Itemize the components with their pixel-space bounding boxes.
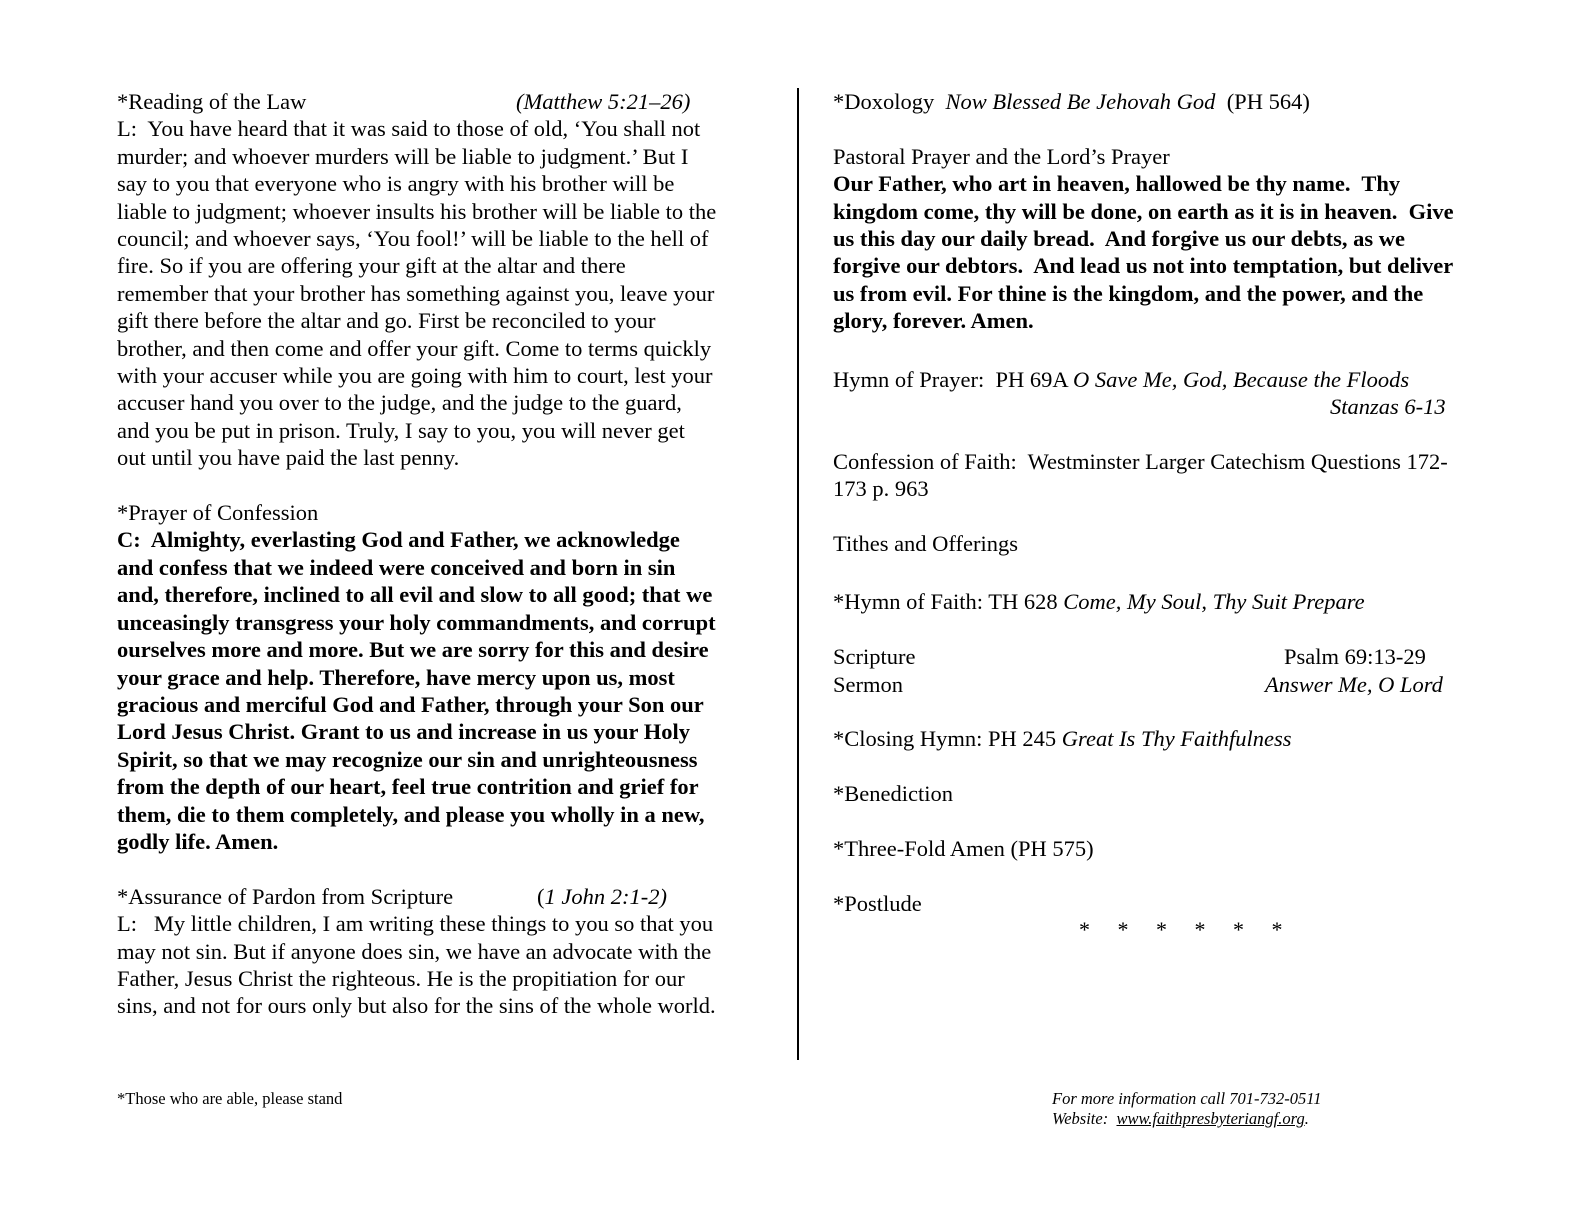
confession-line: from the depth of our heart, feel true contrition and grief for xyxy=(117,774,699,800)
lords-prayer-title: Pastoral Prayer and the Lord’s Prayer xyxy=(833,143,1170,169)
hymn-prayer-label: Hymn of Prayer: PH 69A xyxy=(833,366,1073,392)
reading-law-line: remember that your brother has something against you, leave your xyxy=(117,280,715,306)
reading-law-line: liable to judgment; whoever insults his brother will be liable to the xyxy=(117,198,717,224)
left-column xyxy=(117,88,767,1020)
assurance-line: L: My little children, I am writing these things to you so that you xyxy=(117,911,714,937)
confession-of-faith-line1: Confession of Faith: Westminster Larger Catechism Questions 172- xyxy=(833,448,1448,474)
reading-law-text xyxy=(117,115,767,471)
reading-law-title: *Reading of the Law xyxy=(117,89,307,114)
reading-law-reference: (Matthew 5:21–26) xyxy=(516,89,691,114)
doxology-ref: (PH 564) xyxy=(1226,89,1310,114)
tithes-offerings: Tithes and Offerings xyxy=(833,531,1018,557)
website-end: . xyxy=(1304,1109,1309,1128)
confession-line: C: Almighty, everlasting God and Father, we acknowledge xyxy=(117,527,680,553)
prayer-confession-text xyxy=(117,526,767,855)
hymn-prayer-title: O Save Me, God, Because the Floods xyxy=(1073,366,1410,392)
hymn-of-prayer xyxy=(833,366,1513,393)
reading-law-line: fire. So if you are offering your gift at the altar and there xyxy=(117,253,626,279)
reading-law-line: say to you that everyone who is angry with his brother will be xyxy=(117,171,675,197)
lords-prayer-line: us from evil. For thine is the kingdom, and the power, and the xyxy=(833,280,1424,306)
reading-law-line: brother, and then come and offer your gift. Come to terms quickly xyxy=(117,335,712,361)
scripture-label: Scripture xyxy=(833,644,916,670)
website-link[interactable]: www.faithpresbyteriangf.org xyxy=(1116,1109,1305,1128)
hymn-faith-title: Come, My Soul, Thy Suit Prepare xyxy=(1063,589,1365,615)
assurance-line: sins, and not for ours only but also for the sins of the whole world. xyxy=(117,993,716,1019)
postlude: *Postlude xyxy=(833,890,922,916)
sermon-label: Sermon xyxy=(833,671,903,697)
website-label: Website: xyxy=(1052,1109,1117,1128)
hymn-prayer-stanzas: Stanzas 6-13 xyxy=(1330,394,1446,420)
confession-line: Lord Jesus Christ. Grant to us and increase in us your Holy xyxy=(117,719,690,745)
assurance-line: may not sin. But if anyone does sin, we have an advocate with the xyxy=(117,938,712,964)
closing-hymn xyxy=(833,725,1513,752)
reading-law-line: murder; and whoever murders will be liable to judgment.’ But I xyxy=(117,143,689,169)
reading-law-heading xyxy=(117,88,767,115)
contact-info xyxy=(1052,1089,1321,1129)
three-fold-amen: *Three-Fold Amen (PH 575) xyxy=(833,836,1094,862)
reading-law-line: out until you have paid the last penny. xyxy=(117,445,460,471)
lords-prayer-line: us this day our daily bread. And forgive us our debts, as we xyxy=(833,226,1405,252)
assurance-reference: 1 John 2:1-2) xyxy=(544,883,667,909)
assurance-reference-wrap xyxy=(537,883,667,910)
reading-law-line: L: You have heard that it was said to those of old, ‘You shall not xyxy=(117,116,701,142)
lords-prayer-text xyxy=(833,170,1513,334)
confession-line: and, therefore, inclined to all evil and slow to all good; that we xyxy=(117,582,713,608)
reading-law-line: with your accuser while you are going with him to court, lest your xyxy=(117,363,713,389)
reading-law-line: accuser hand you over to the judge, and the judge to the guard, xyxy=(117,390,682,416)
reading-law-line: and you be put in prison. Truly, I say to you, you will never get xyxy=(117,417,685,443)
assurance-ref-open: ( xyxy=(537,883,545,909)
sermon-row xyxy=(833,671,1513,698)
closing-hymn-title: Great Is Thy Faithfulness xyxy=(1061,726,1292,752)
asterisk-divider: * * * * * * xyxy=(1079,917,1283,943)
prayer-confession-title: *Prayer of Confession xyxy=(117,500,319,526)
scripture-row xyxy=(833,643,1513,670)
confession-of-faith-line2: 173 p. 963 xyxy=(833,476,929,502)
assurance-line: Father, Jesus Christ the righteous. He is the propitiation for our xyxy=(117,965,685,991)
doxology xyxy=(833,88,1513,115)
website-line xyxy=(1052,1109,1321,1129)
sermon-title: Answer Me, O Lord xyxy=(1265,671,1443,697)
stand-note: *Those who are able, please stand xyxy=(117,1089,343,1108)
confession-line: and confess that we indeed were conceived and born in sin xyxy=(117,554,676,580)
lords-prayer-line: forgive our debtors. And lead us not into temptation, but deliver xyxy=(833,253,1454,279)
lords-prayer-line: glory, forever. Amen. xyxy=(833,308,1034,334)
doxology-label: *Doxology xyxy=(833,89,935,114)
doxology-title: Now Blessed Be Jehovah God xyxy=(945,89,1216,114)
confession-line: godly life. Amen. xyxy=(117,828,279,854)
confession-line: unceasingly transgress your holy commandments, and corrupt xyxy=(117,609,716,635)
confession-line: them, die to them completely, and please you wholly in a new, xyxy=(117,801,705,827)
confession-line: Spirit, so that we may recognize our sin and unrighteousness xyxy=(117,746,698,772)
scripture-ref: Psalm 69:13-29 xyxy=(1284,644,1426,670)
right-column xyxy=(833,88,1513,963)
lords-prayer-line: kingdom come, thy will be done, on earth as it is in heaven. Give xyxy=(833,198,1454,224)
reading-law-line: council; and whoever says, ‘You fool!’ will be liable to the hell of xyxy=(117,226,709,252)
hymn-faith-label: *Hymn of Faith: TH 628 xyxy=(833,589,1064,615)
hymn-of-faith xyxy=(833,588,1513,615)
assurance-text xyxy=(117,910,767,1020)
lords-prayer-line: Our Father, who art in heaven, hallowed be thy name. Thy xyxy=(833,171,1401,197)
closing-hymn-label: *Closing Hymn: PH 245 xyxy=(833,726,1062,752)
reading-law-line: gift there before the altar and go. First be reconciled to your xyxy=(117,308,656,334)
phone-info: For more information call 701-732-0511 xyxy=(1052,1089,1322,1108)
assurance-heading xyxy=(117,883,767,910)
confession-line: ourselves more and more. But we are sorry for this and desire xyxy=(117,637,709,663)
benediction: *Benediction xyxy=(833,781,953,807)
confession-line: gracious and merciful God and Father, through your Son our xyxy=(117,691,704,717)
confession-line: your grace and help. Therefore, have mercy upon us, most xyxy=(117,664,675,690)
assurance-title: *Assurance of Pardon from Scripture xyxy=(117,883,454,909)
column-divider xyxy=(797,88,799,1060)
